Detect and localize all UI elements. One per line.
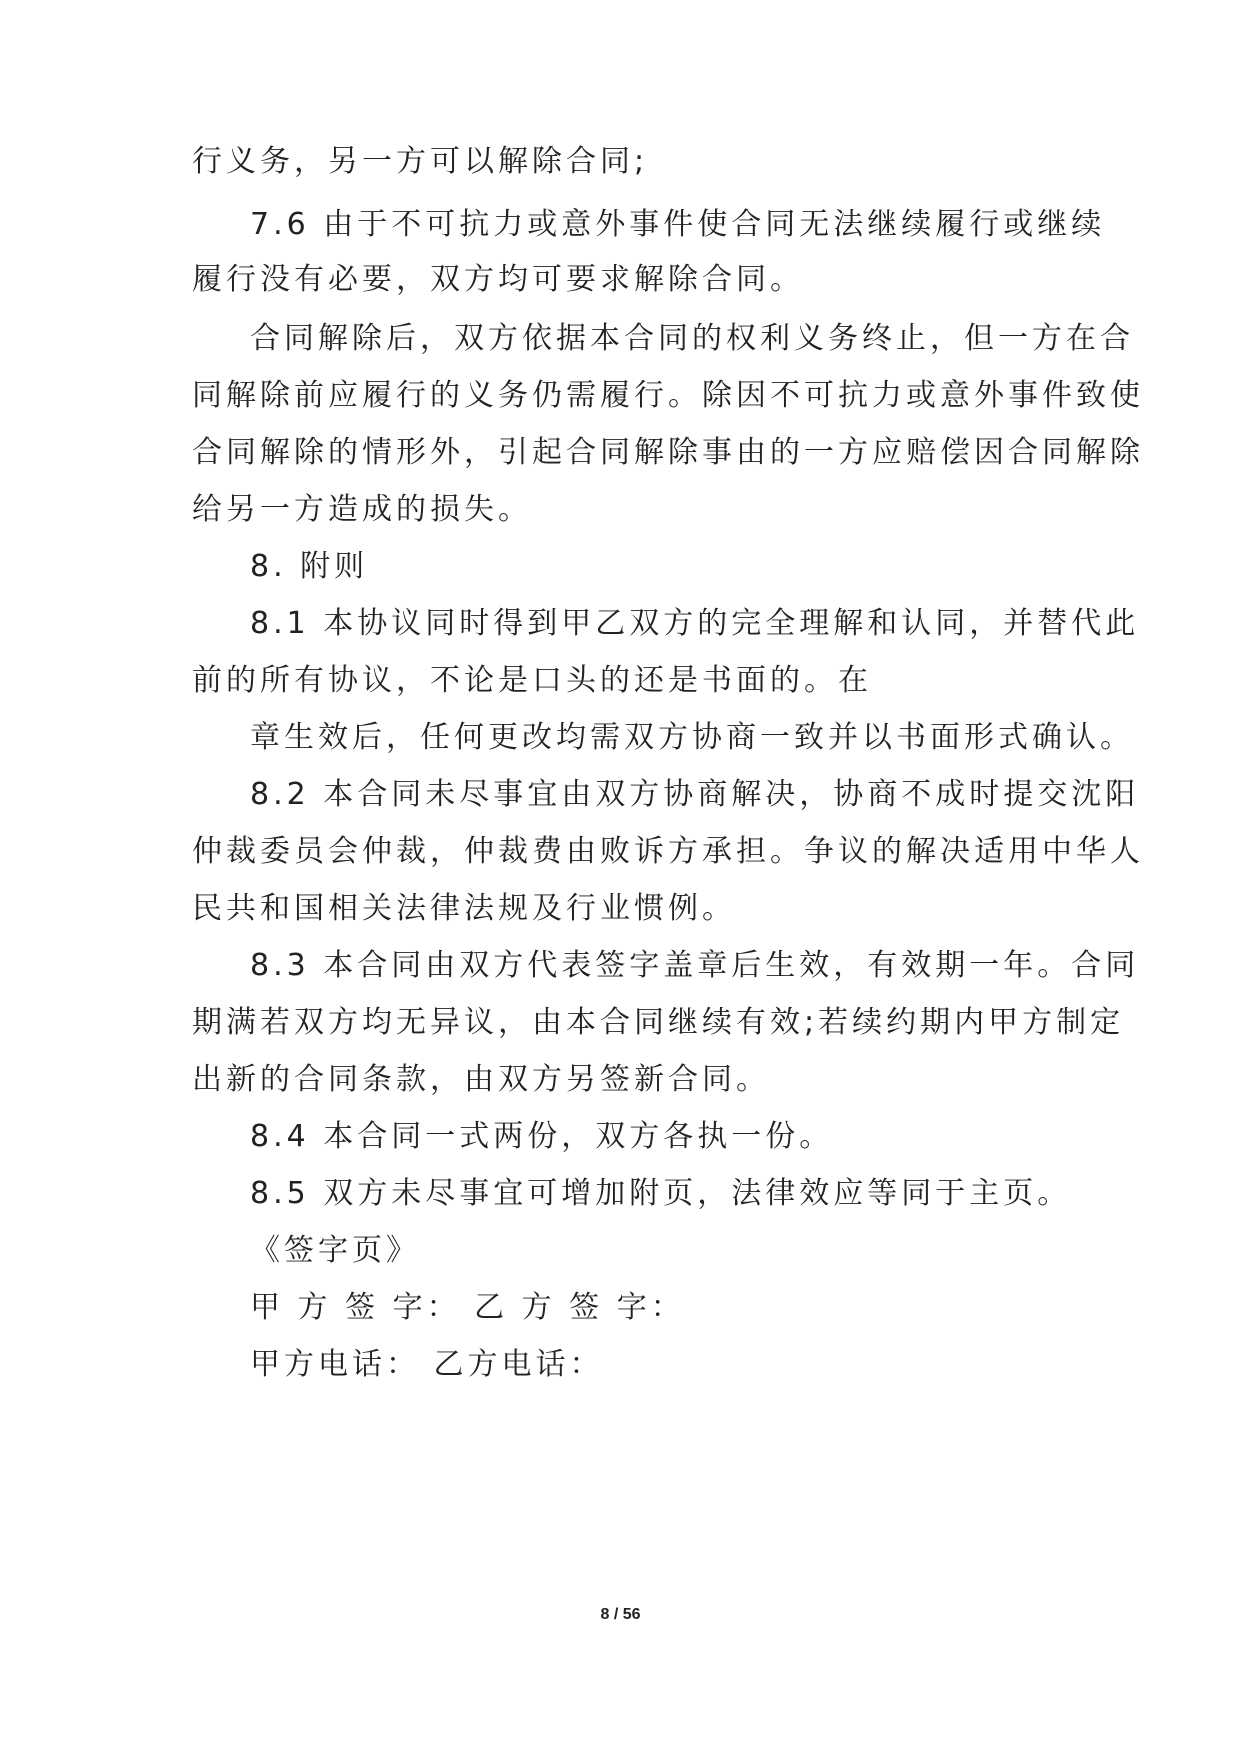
text-line: 同解除前应履行的义务仍需履行。除因不可抗力或意外事件致使 <box>192 378 1144 413</box>
page-number: 8 / 56 <box>600 1606 641 1623</box>
clause-8-5: 8.5 双方未尽事宜可增加附页，法律效应等同于主页。 <box>250 1176 1072 1211</box>
signature-fields: 甲 方 签 字： 乙 方 签 字： <box>250 1290 685 1325</box>
clause-7-6: 7.6 由于不可抗力或意外事件使合同无法继续履行或继续 <box>250 207 1106 242</box>
text-line: 合同解除后，双方依据本合同的权利义务终止，但一方在合 <box>250 321 1134 356</box>
text-line: 期满若双方均无异议，由本合同继续有效;若续约期内甲方制定 <box>192 1005 1125 1040</box>
text-line: 履行没有必要，双方均可要求解除合同。 <box>192 262 804 297</box>
clause-8-3: 8.3 本合同由双方代表签字盖章后生效，有效期一年。合同 <box>250 948 1140 983</box>
phone-fields: 甲方电话： 乙方电话： <box>250 1347 604 1382</box>
text-line: 合同解除的情形外，引起合同解除事由的一方应赔偿因合同解除 <box>192 435 1144 470</box>
clause-8-1: 8.1 本协议同时得到甲乙双方的完全理解和认同，并替代此 <box>250 606 1140 641</box>
text-line: 给另一方造成的损失。 <box>192 492 532 527</box>
text-line: 出新的合同条款，由双方另签新合同。 <box>192 1062 770 1097</box>
text-line: 前的所有协议，不论是口头的还是书面的。在 <box>192 663 872 698</box>
text-line: 行义务，另一方可以解除合同; <box>192 144 649 179</box>
clause-8-2: 8.2 本合同未尽事宜由双方协商解决，协商不成时提交沈阳 <box>250 777 1140 812</box>
text-line: 仲裁委员会仲裁，仲裁费由败诉方承担。争议的解决适用中华人 <box>192 834 1144 869</box>
clause-8-4: 8.4 本合同一式两份，双方各执一份。 <box>250 1119 834 1154</box>
text-line: 章生效后，任何更改均需双方协商一致并以书面形式确认。 <box>250 720 1134 755</box>
section-8-heading: 8. 附则 <box>250 549 369 584</box>
text-line: 民共和国相关法律法规及行业惯例。 <box>192 891 736 926</box>
signature-page-title: 《签字页》 <box>250 1233 420 1268</box>
